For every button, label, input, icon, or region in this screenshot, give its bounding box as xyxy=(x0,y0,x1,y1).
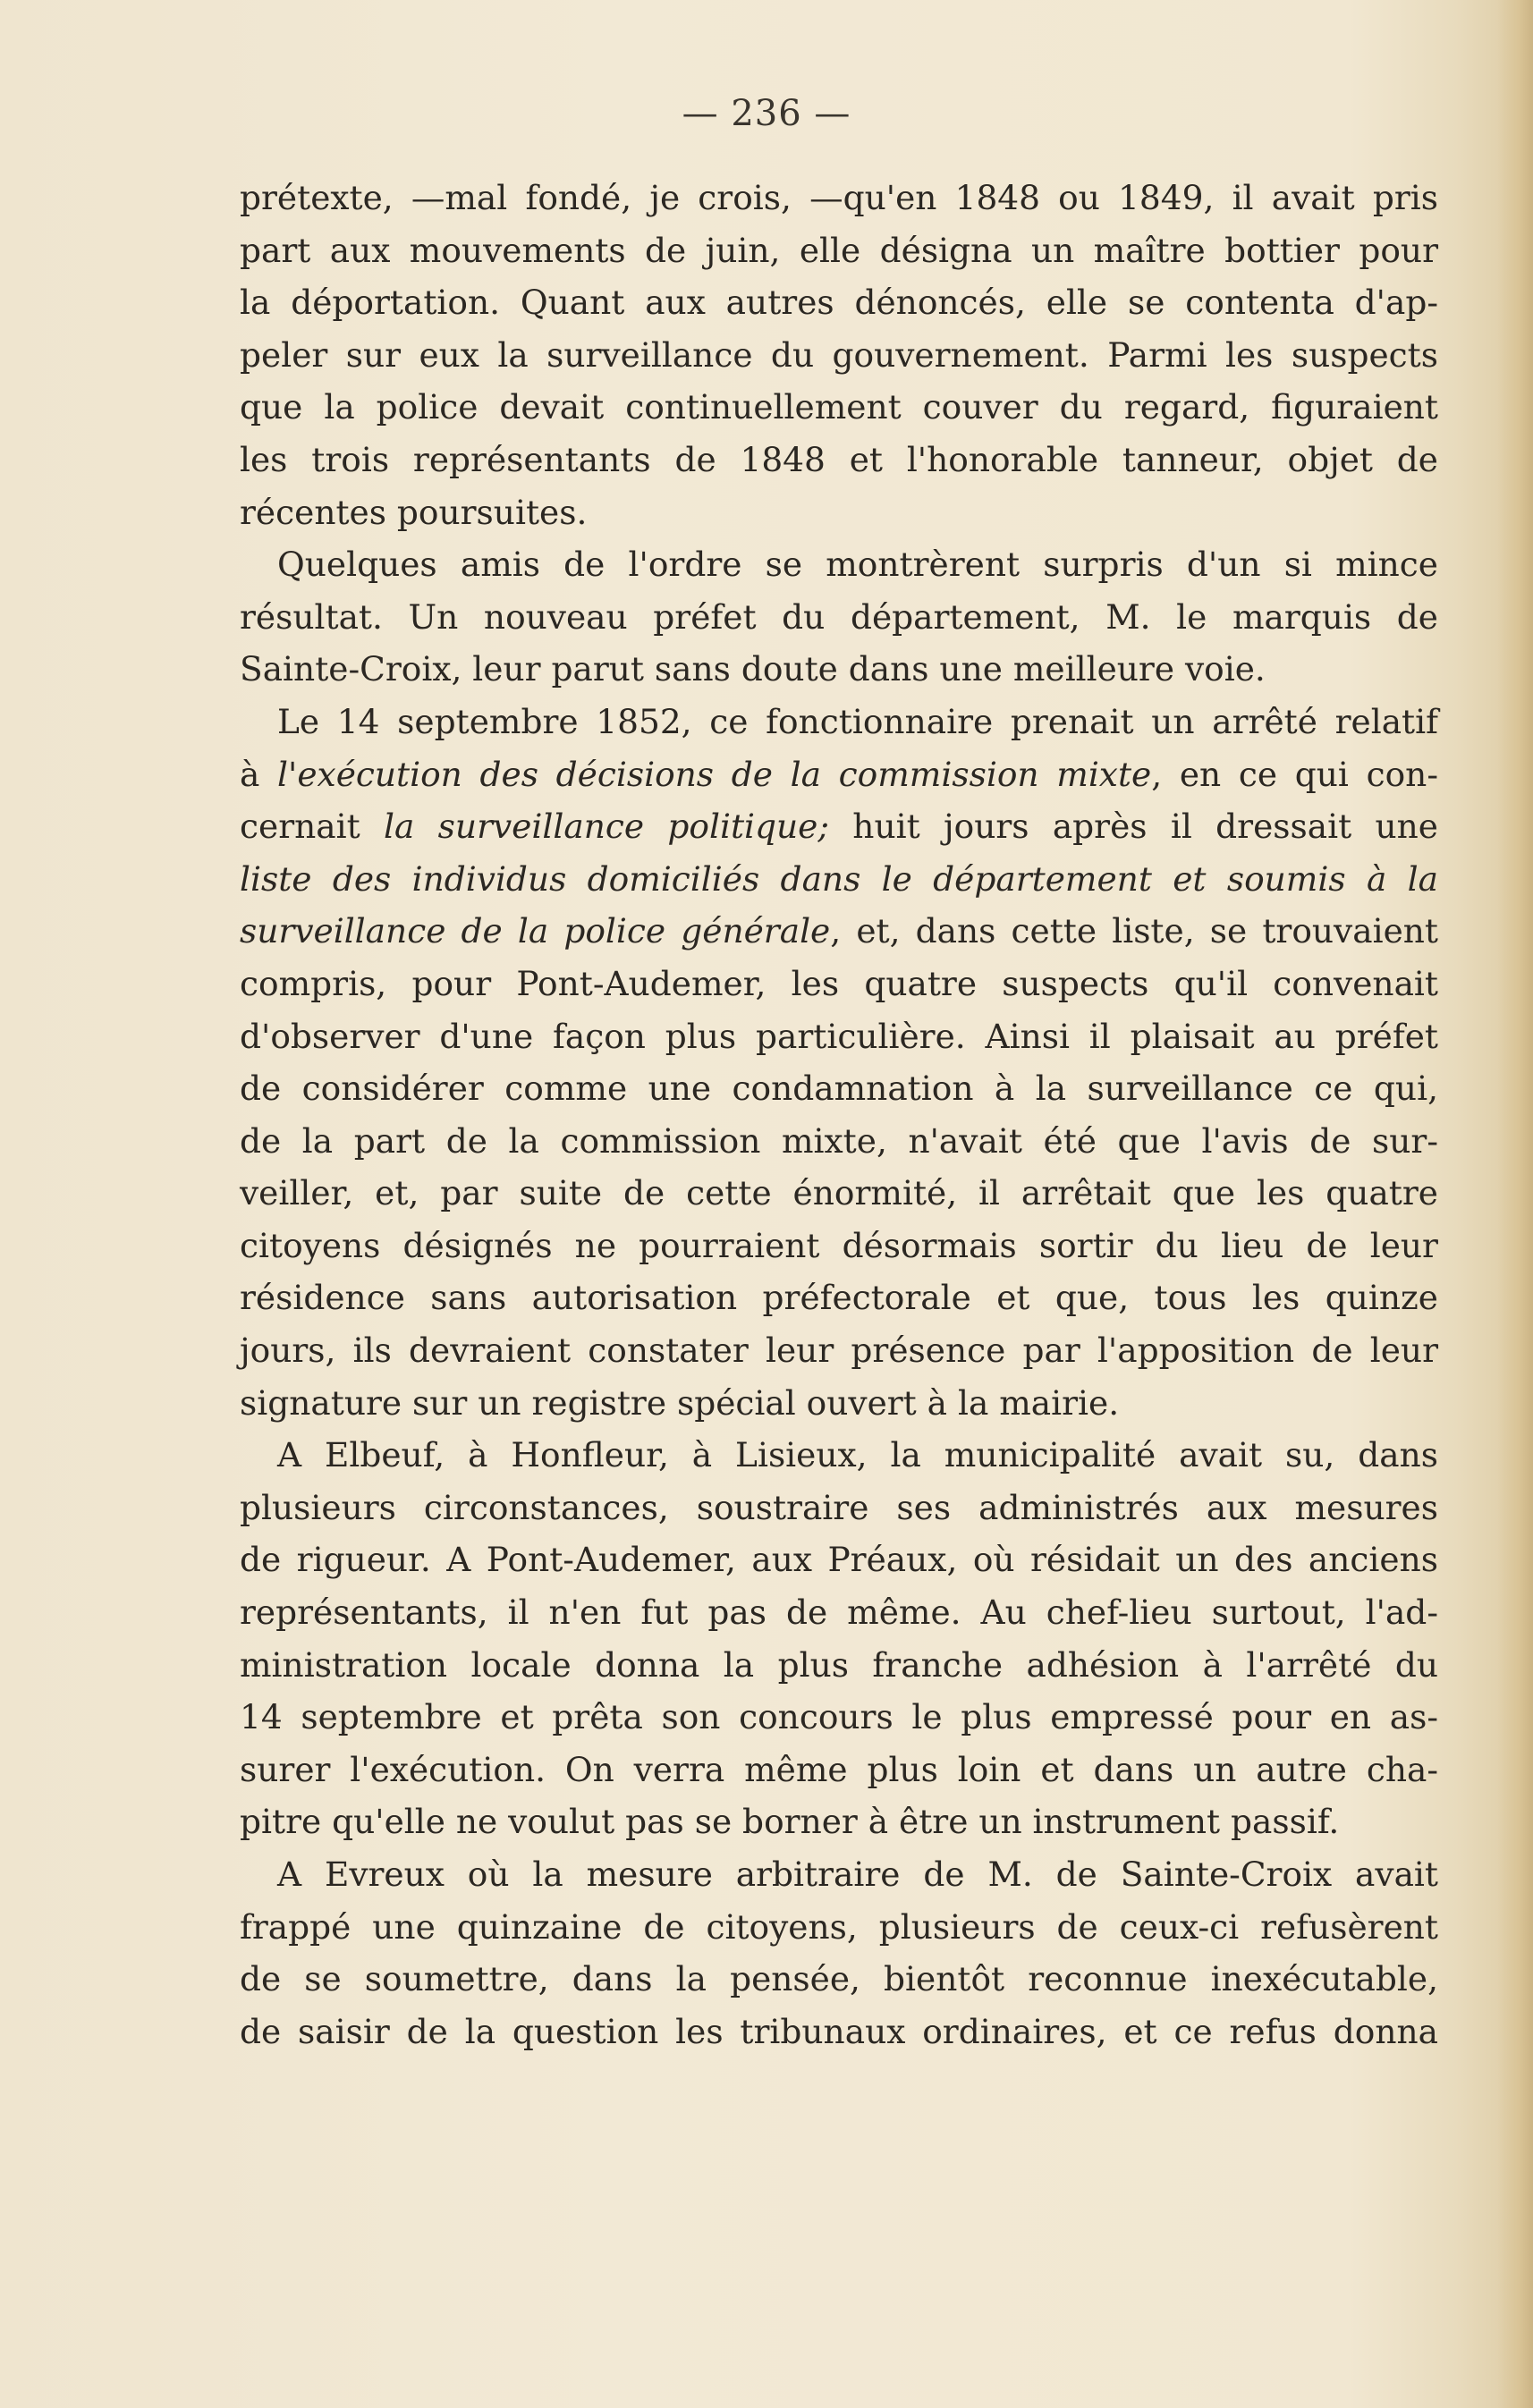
text-line: peler sur eux la surveillance du gouvernement. Parmi les suspects xyxy=(240,334,1438,375)
text-line xyxy=(240,853,1438,906)
text-line: plusieurs circonstances, soustraire ses administrés aux mesures xyxy=(240,1487,1438,1527)
text-segment: huit jours après il dressait une xyxy=(829,807,1438,847)
text-line: frappé une quinzaine de citoyens, plusieurs de ceux-ci refusèrent xyxy=(240,1906,1438,1947)
text-segment: à xyxy=(240,754,278,794)
paragraph-start: A Evreux où la mesure arbitraire de M. de Sainte-Croix avait xyxy=(277,1855,1438,1894)
text-line: 14 septembre et prêta son concours le plus empressé pour en as- xyxy=(240,1697,1438,1737)
paragraph-start: A Elbeuf, à Honfleur, à Lisieux, la municipalité avait su, dans xyxy=(277,1435,1438,1475)
text-line: citoyens désignés ne pourraient désormais sortir du lieu de leur xyxy=(240,1225,1438,1265)
text-line: compris, pour Pont-Audemer, les quatre suspects qu'il convenait xyxy=(240,963,1438,1003)
text-line: veiller, et, par suite de cette énormité, il arrêtait que les quatre xyxy=(240,1173,1438,1213)
text-line: surer l'exécution. On verra même plus loin et dans un autre cha- xyxy=(240,1749,1438,1789)
text-line: part aux mouvements de juin, elle désigna un maître bottier pour xyxy=(240,230,1438,270)
text-line: pitre qu'elle ne voulut pas se borner à être un instrument passif. xyxy=(240,1802,1340,1842)
text-line xyxy=(240,905,1438,958)
text-line: résidence sans autorisation préfectorale et que, tous les quinze xyxy=(240,1278,1438,1318)
italic-title: surveillance de la police générale xyxy=(240,911,831,951)
text-line: de se soumettre, dans la pensée, bientôt reconnue inexécutable, xyxy=(240,1959,1438,1999)
paragraph-start: Quelques amis de l'ordre se montrèrent surpris d'un si mince xyxy=(277,545,1438,585)
text-line: que la police devait continuellement couver du regard, figuraient xyxy=(240,387,1438,427)
text-line: les trois représentants de 1848 et l'honorable tanneur, objet de xyxy=(240,439,1438,479)
page-number: — 236 — xyxy=(682,93,851,134)
text-segment: , en ce qui con- xyxy=(1151,754,1438,794)
text-line: de considérer comme une condamnation à la surveillance ce qui, xyxy=(240,1069,1438,1109)
text-line xyxy=(240,748,1438,801)
text-line: de rigueur. A Pont-Audemer, aux Préaux, où résidait un des anciens xyxy=(240,1540,1438,1580)
text-line: représentants, il n'en fut pas de même. Au chef-lieu surtout, l'ad- xyxy=(240,1593,1438,1633)
paragraph-start: Le 14 septembre 1852, ce fonctionnaire prenait un arrêté relatif xyxy=(277,701,1438,741)
italic-title: liste des individus domiciliés dans le département et soumis à la xyxy=(240,858,1438,899)
text-line: résultat. Un nouveau préfet du département, M. le marquis de xyxy=(240,596,1438,637)
italic-title: la surveillance politique; xyxy=(384,807,829,847)
text-line: d'observer d'une façon plus particulière. Ainsi il plaisait au préfet xyxy=(240,1016,1438,1056)
page-edge-shadow xyxy=(1497,0,1533,2408)
text-line: Sainte-Croix, leur parut sans doute dans une meilleure voie. xyxy=(240,649,1266,689)
text-line: de la part de la commission mixte, n'avait été que l'avis de sur- xyxy=(240,1120,1438,1161)
italic-title: l'exécution des décisions de la commission mixte xyxy=(277,754,1152,794)
text-line: signature sur un registre spécial ouvert à la mairie. xyxy=(240,1382,1120,1423)
text-line: jours, ils devraient constater leur présence par l'apposition de leur xyxy=(240,1331,1438,1371)
text-line: prétexte, —mal fondé, je crois, —qu'en 1848 ou 1849, il avait pris xyxy=(240,178,1438,217)
text-line: ministration locale donna la plus franche adhésion à l'arrêté du xyxy=(240,1644,1438,1685)
text-line: la déportation. Quant aux autres dénoncés, elle se contenta d'ap- xyxy=(240,283,1438,323)
text-segment: cernait xyxy=(240,807,385,847)
body-text xyxy=(240,172,1438,2057)
text-line xyxy=(240,800,1438,853)
text-line: récentes poursuites. xyxy=(240,492,588,532)
text-segment: , et, dans cette liste, se trouvaient xyxy=(830,911,1439,951)
text-line: de saisir de la question les tribunaux ordinaires, et ce refus donna xyxy=(240,2011,1438,2051)
